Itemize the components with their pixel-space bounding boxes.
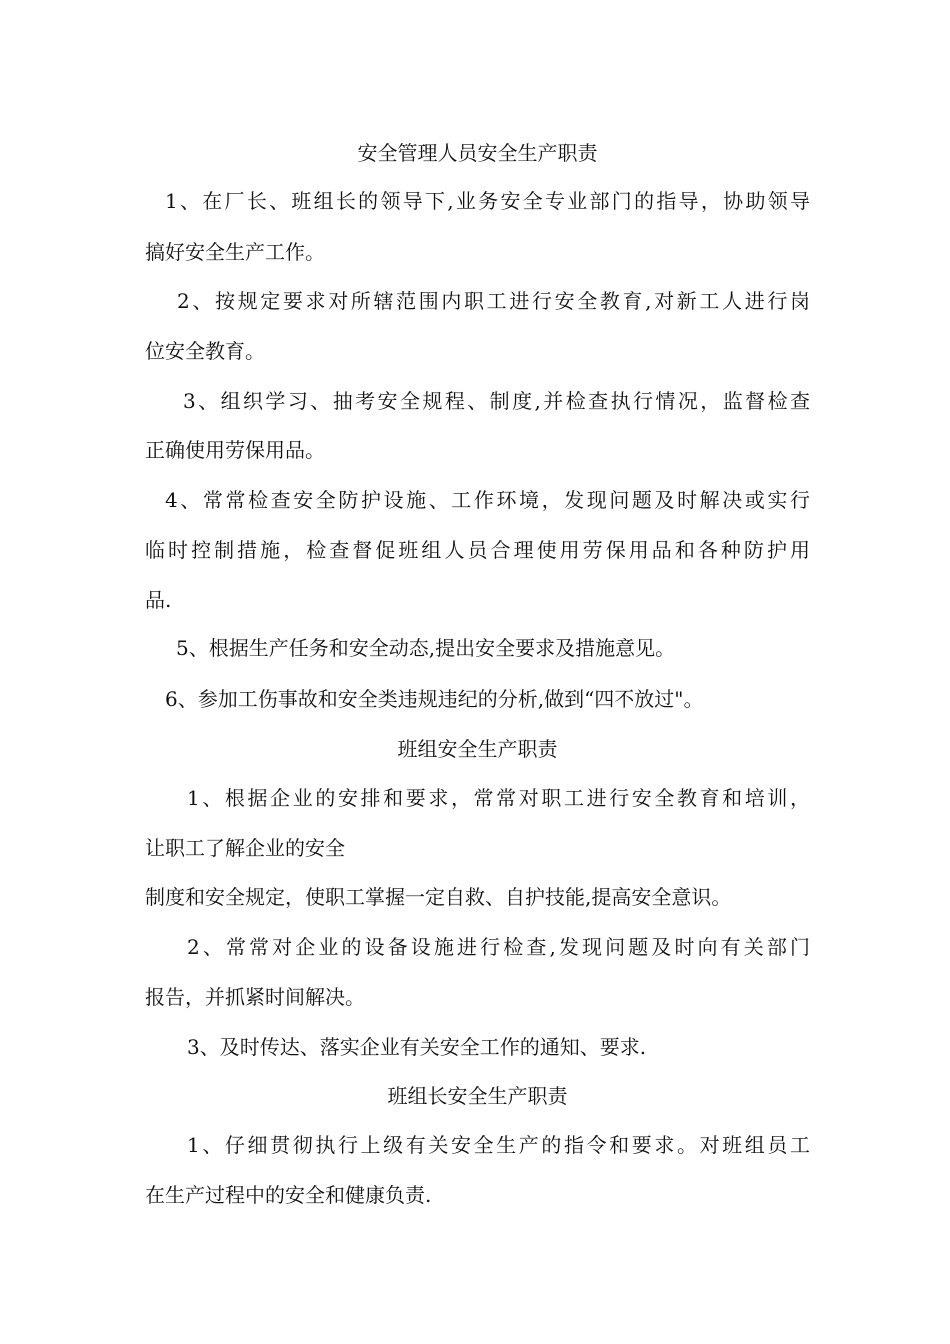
paragraph-line: 1、在厂长、班组长的领导下,业务安全专业部门的指导，协助领导 [165,189,810,213]
section-title: 安全管理人员安全生产职责 [357,141,598,165]
paragraph-line: 正确使用劳保用品。 [145,438,325,462]
paragraph-line: 位安全教育。 [145,339,265,363]
paragraph-line: 6、参加工伤事故和安全类违规违纪的分析,做到“四不放过"。 [165,687,704,711]
paragraph-line: 1、根据企业的安排和要求，常常对职工进行安全教育和培训， [187,786,810,810]
paragraph-line: 2、常常对企业的设备设施进行检查,发现问题及时向有关部门 [187,935,810,959]
paragraph-line: 3、及时传达、落实企业有关安全工作的通知、要求. [187,1035,647,1059]
paragraph-line: 3、组织学习、抽考安全规程、制度,并检查执行情况，监督检查 [183,389,810,413]
section-title: 班组安全生产职责 [397,737,558,761]
paragraph-line: 2、按规定要求对所辖范围内职工进行安全教育,对新工人进行岗 [177,289,810,313]
paragraph-line: 搞好安全生产工作。 [145,240,325,264]
paragraph-line: 4、常常检查安全防护设施、工作环境，发现问题及时解决或实行 [165,488,810,512]
section-title: 班组长安全生产职责 [387,1084,568,1108]
paragraph-line: 品. [145,588,172,612]
paragraph-line: 1、仔细贯彻执行上级有关安全生产的指令和要求。对班组员工 [187,1133,810,1157]
paragraph-line: 5、根据生产任务和安全动态,提出安全要求及措施意见。 [176,636,676,660]
paragraph-line: 在生产过程中的安全和健康负责. [145,1183,432,1207]
paragraph-line: 报告，并抓紧时间解决。 [145,985,365,1009]
paragraph-line: 临时控制措施，检查督促班组人员合理使用劳保用品和各种防护用 [145,538,810,562]
paragraph-line: 制度和安全规定，使职工掌握一定自救、自护技能,提高安全意识。 [145,885,732,909]
paragraph-line: 让职工了解企业的安全 [145,836,345,860]
